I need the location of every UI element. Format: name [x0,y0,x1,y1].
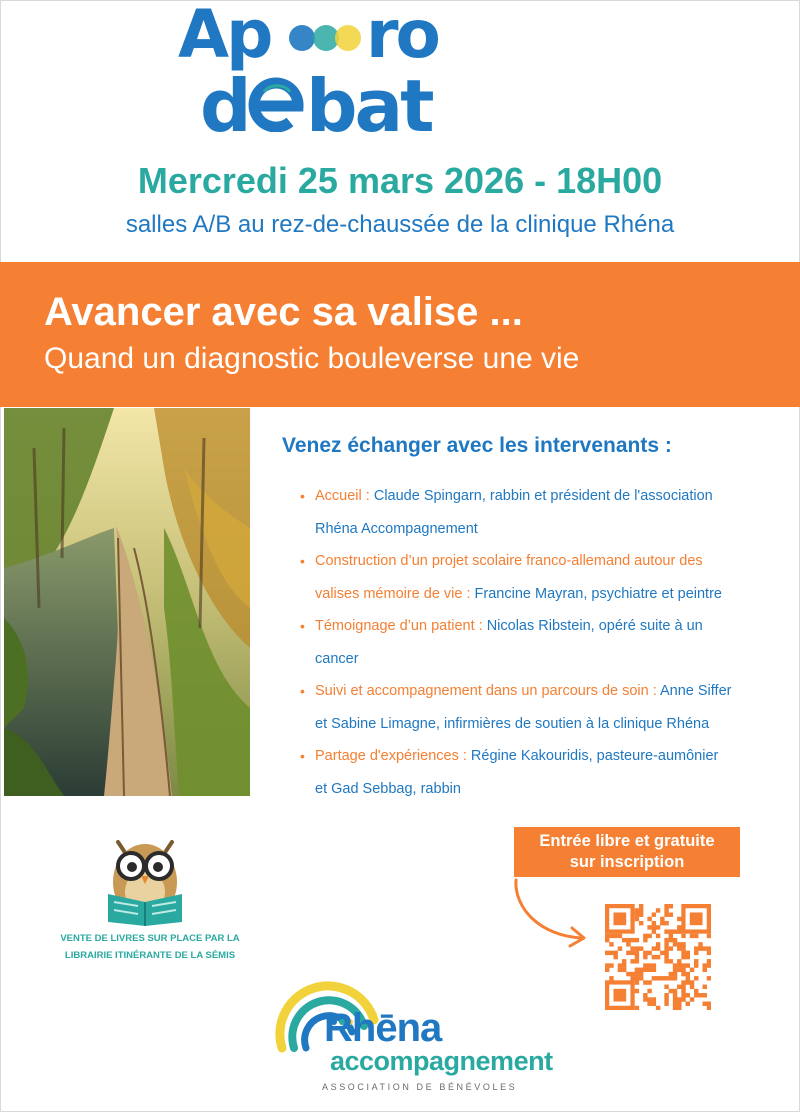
speaker-role: Accueil : [315,488,370,504]
entry-line: Entrée libre et gratuite [539,832,715,850]
rhena-name: Rhēna [324,1006,442,1050]
logo-text-part: ro [366,0,438,73]
rhena-association: ASSOCIATION DE BÉNÉVOLES [322,1082,518,1092]
bookseller-note [38,930,262,964]
speaker-names: et Gad Sebbag, rabbin [315,780,461,797]
speaker-role: Témoignage d’un patient : [315,618,483,634]
list-item [300,480,790,545]
list-item [300,675,790,740]
title-banner [0,262,800,407]
speaker-names: Claude Spingarn, rabbin et président de l'association [369,488,713,504]
qr-code[interactable] [605,904,711,1010]
entry-line: sur inscription [569,853,685,871]
rhena-accompagnement-logo [270,962,570,1102]
logo-circles-icon [286,18,368,58]
speaker-names: Anne Siffer [656,683,732,699]
event-venue: salles A/B au rez-de-chaussée de la clinique Rhéna [125,211,675,238]
bookseller-line: LIBRAIRIE ITINÉRANTE DE LA SÉMIS [64,950,236,961]
list-item [300,740,790,805]
speaker-names: Nicolas Ribstein, opéré suite à un [482,618,703,634]
speaker-names: Régine Kakouridis, pasteure-aumônier [466,748,719,764]
speaker-names: Francine Mayran, psychiatre et peintre [470,585,722,602]
arrow-icon [510,878,610,948]
speaker-role: valises mémoire de vie : [315,585,471,602]
speaker-names: cancer [315,650,359,667]
speaker-role: Suivi et accompagnement dans un parcours de soin : [315,683,657,699]
bookseller-line: VENTE DE LIVRES SUR PLACE PAR LA [60,933,240,944]
owl-reading-icon [100,832,190,926]
logo-text-part: d [200,64,249,148]
speaker-role: Partage d'expériences : [315,748,467,764]
banner-title: Avancer avec sa valise ... [44,290,523,334]
boardwalk-forest-image [4,408,250,796]
logo-text-part: Ap [178,0,271,73]
logo-text-part: bat [306,64,432,148]
speaker-role: Construction d’un projet scolaire franco-allemand autour des [315,553,703,569]
logo-e-icon [246,70,308,132]
speakers-heading: Venez échanger avec les intervenants : [282,434,672,457]
speaker-names: et Sabine Limagne, infirmières de soutien à la clinique Rhéna [315,715,710,732]
apero-debat-logo [178,0,498,150]
speaker-names: Rhéna Accompagnement [315,520,478,537]
entry-badge [514,827,740,877]
rhena-subtitle: accompagnement [330,1046,553,1076]
list-item [300,610,790,675]
event-date: Mercredi 25 mars 2026 - 18H00 [137,160,663,201]
banner-subtitle: Quand un diagnostic bouleverse une vie [44,342,580,375]
speakers-list [300,480,790,805]
list-item [300,545,790,610]
